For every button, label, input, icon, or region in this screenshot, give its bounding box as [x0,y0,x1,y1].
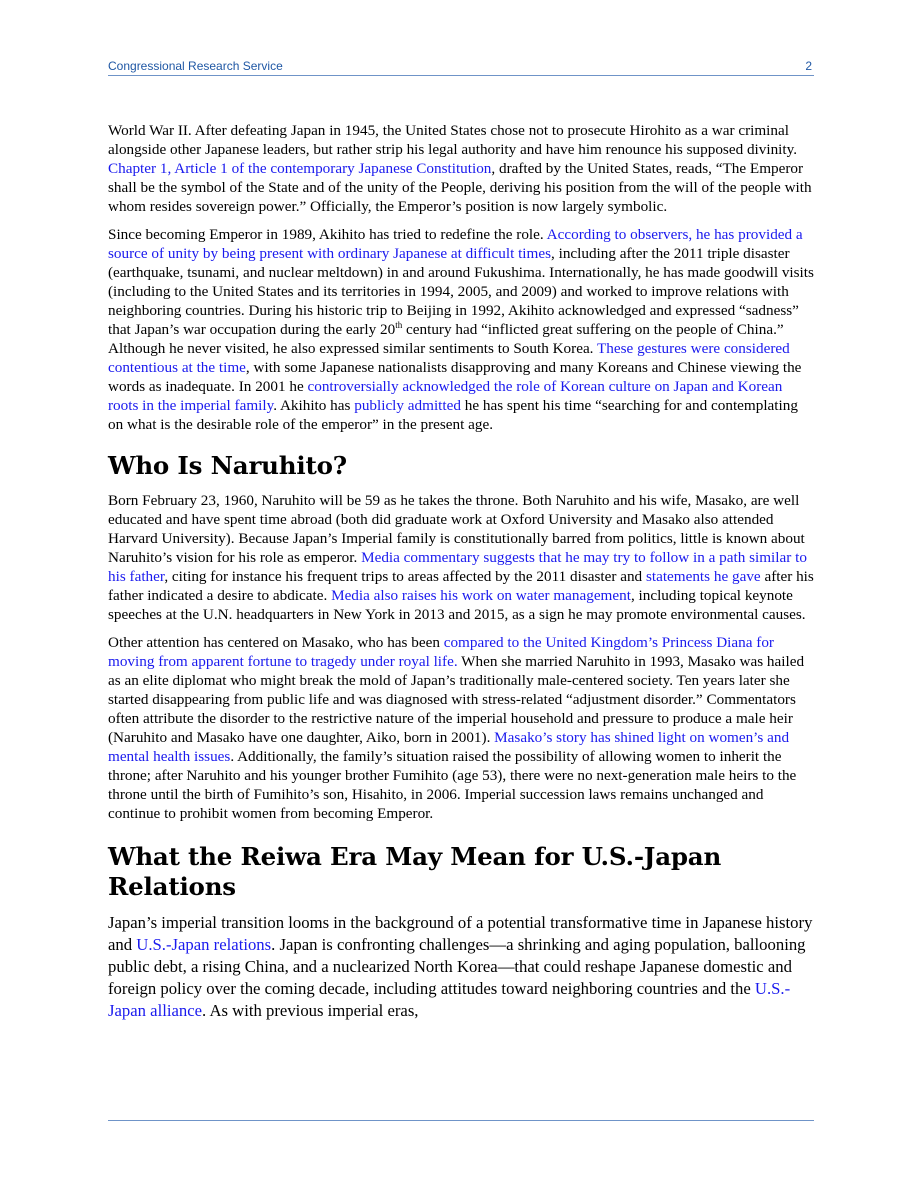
paragraph-text: , drafted by the United States, reads, “The Emperor shall be the symbol of the State and of the unity of the People, deriving his position from the will of the people with whom resides sovereign power.” Officially, the Emperor’s position is now largely symbolic. [108,160,812,215]
paragraph-text: Other attention has centered on Masako, who has been [108,634,444,651]
korean-roots-link[interactable]: controversially acknowledged the role of Korean culture on Japan and Korean roots in the imperial family [108,378,783,414]
us-japan-alliance-link[interactable]: U.S.-Japan alliance [108,979,791,1020]
constitution-link[interactable]: Chapter 1, Article 1 of the contemporary Japanese Constitution [108,160,492,177]
us-japan-relations-link[interactable]: U.S.-Japan relations [136,935,272,954]
paragraph-text: after his father indicated a desire to abdicate. [108,568,814,604]
masako-story-link[interactable]: Masako’s story has shined light on women’s and mental health issues [108,729,790,765]
superscript: th [395,319,403,330]
statements-link[interactable]: statements he gave [645,568,761,585]
paragraph-text: , with some Japanese nationalists disapproving and many Koreans and Chinese viewing the words as inadequate. In 2001 he [108,359,802,395]
paragraph-text: century had “inflicted great suffering on the people of China.” Although he never visited, he also expressed similar sentiments to South Korea. [108,321,784,357]
princess-diana-link[interactable]: compared to the United Kingdom’s Princess Diana for moving from apparent fortune to tragedy under royal life. [108,634,774,670]
paragraph-text: . Additionally, the family’s situation raised the possibility of allowing women to inherit the throne; after Naruhito and his younger brother Fumihito (age 53), there were no next-generation male heirs to the throne until the birth of Fumihito’s son, Hisahito, in 2006. Imperial succession laws remains unchanged and continue to prohibit women from becoming Emperor. [108,748,797,822]
paragraph [108,225,814,434]
water-management-link[interactable]: Media also raises his work on water management [331,587,631,604]
document-body [108,121,814,1031]
section-heading-reiwa: What the Reiwa Era May Mean for U.S.-Japan Relations [108,842,722,901]
paragraph [108,912,814,1022]
paragraph-text: . Akihito has [273,397,355,414]
observers-unity-link[interactable]: According to observers, he has provided a source of unity by being present with ordinary Japanese at difficult times [108,226,803,262]
paragraph [108,491,814,624]
paragraph-text: Since becoming Emperor in 1989, Akihito has tried to redefine the role. [108,226,547,243]
section-heading-naruhito: Who Is Naruhito? [108,451,347,480]
page-header [108,57,814,76]
paragraph-text: he has spent his time “searching for and contemplating on what is the desirable role of the emperor” in the present age. [108,397,798,433]
footer-divider [108,1120,814,1121]
paragraph [108,633,814,823]
paragraph-text: Born February 23, 1960, Naruhito will be 59 as he takes the throne. Both Naruhito and his wife, Masako, are well educated and have spent time abroad (both did graduate work at Oxford University and Masako also attended Harvard University). Because Japan’s Imperial family is constitutionally barred from politics, little is known about Naruhito’s vision for his role as emperor. [108,492,805,566]
paragraph-text: , including after the 2011 triple disaster (earthquake, tsunami, and nuclear meltdown) in and around Fukushima. Internationally, he has made goodwill visits (including to the United States and its territories in 1994, 2005, and 2009) and worked to improve relations with neighboring countries. During his historic trip to Beijing in 1992, Akihito acknowledged and expressed “sadness” that Japan’s war occupation during the early 20 [108,245,814,338]
paragraph-text: When she married Naruhito in 1993, Masako was hailed as an elite diplomat who might break the mold of Japan’s traditionally male-centered society. Ten years later she started disappearing from public life and was diagnosed with stress-related “adjustment disorder.” Commentators often attribute the disorder to the restrictive nature of the imperial household and pressure to produce a male heir (Naruhito and Masako have one daughter, Aiko, born in 2001). [108,653,805,746]
paragraph [108,121,814,216]
gestures-contentious-link[interactable]: These gestures were considered contentious at the time [108,340,790,376]
paragraph-text: . As with previous imperial eras, [202,1001,419,1020]
paragraph-text: . Japan is confronting challenges—a shrinking and aging population, ballooning public debt, a rising China, and a nuclearized North Korea—that could reshape Japanese domestic and foreign policy over the coming decade, including attitudes toward neighboring countries and the [108,935,806,998]
publicly-admitted-link[interactable]: publicly admitted [354,397,461,414]
media-commentary-link[interactable]: Media commentary suggests that he may try to follow in a path similar to his father [108,549,807,585]
header-org-name: Congressional Research Service [108,59,283,73]
paragraph-text: , including topical keynote speeches at the U.N. headquarters in New York in 2013 and 2015, as a sign he may promote environmental causes. [108,587,806,623]
paragraph-text: , citing for instance his frequent trips to areas affected by the 2011 disaster and [164,568,646,585]
page-number: 2 [805,59,812,73]
paragraph-text: Japan’s imperial transition looms in the background of a potential transformative time in Japanese history and [108,913,813,954]
paragraph-text: World War II. After defeating Japan in 1945, the United States chose not to prosecute Hirohito as a war criminal alongside other Japanese leaders, but rather strip his legal authority and have him renounce his supposed divinity. [108,122,798,158]
